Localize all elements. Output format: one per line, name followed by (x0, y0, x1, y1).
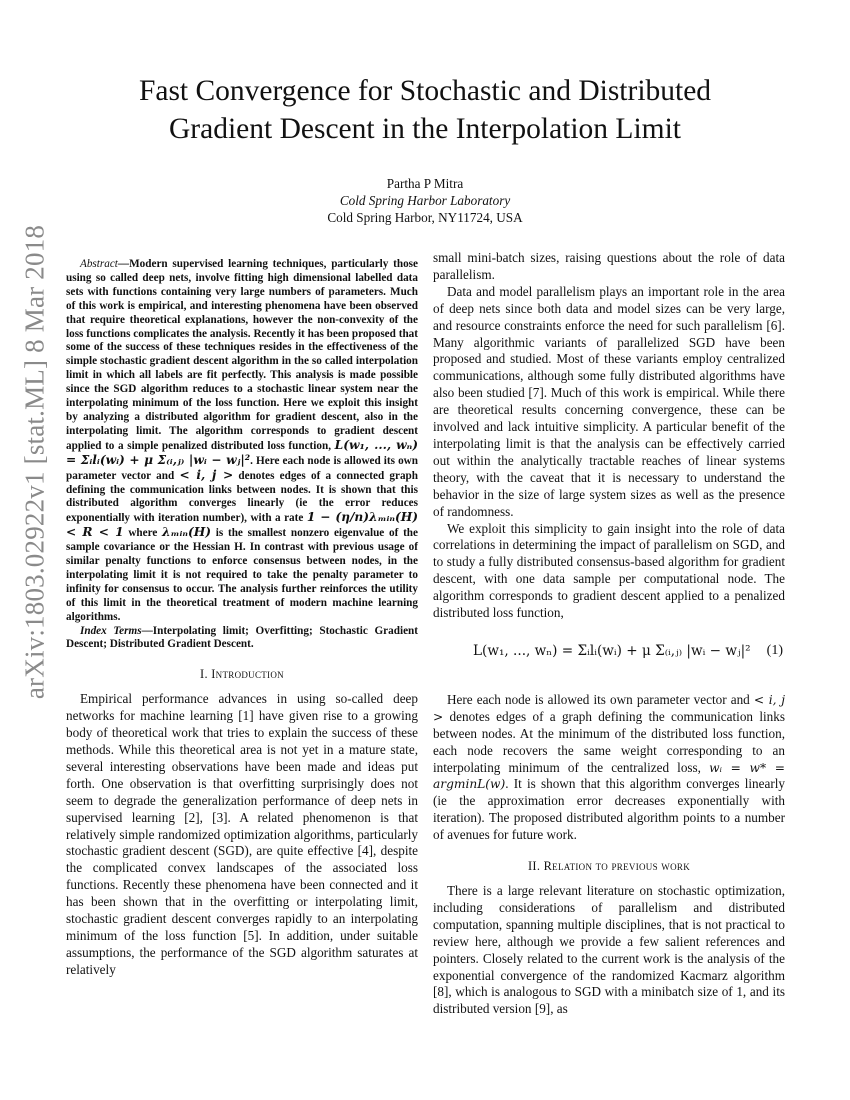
intro-paragraph-3: We exploit this simplicity to gain insight into the role of data correlations in determining the impact of parallelism on SGD, and to study a fully distributed consensus-based algorithm for gradient descent, with one data sample per computational node. The algorithm corresponds to gradient descent applied to a penalized distributed loss function, (433, 520, 785, 621)
equation-1-expression: L(w₁, ..., wₙ) = Σᵢlᵢ(wᵢ) + μ Σ₍ᵢ,ⱼ₎ |wᵢ − wⱼ|² (473, 642, 751, 659)
author-affiliation: Cold Spring Harbor Laboratory (339, 193, 511, 208)
abstract-text-b: . Here each node is allowed its own parameter vector and (66, 454, 418, 482)
equation-1 (433, 635, 785, 679)
arxiv-identifier[interactable]: arXiv:1803.02922v1 [stat.ML] 8 Mar 2018 (19, 224, 50, 700)
right-column (433, 250, 785, 1018)
abstract-text-c: denotes edges of a connected graph defining the communication links between nodes. It is shown that this distributed algorithm converges linearly (ie the error reduces exponentially with iteration number), with a rate (66, 469, 418, 525)
author-address: Cold Spring Harbor, NY11724, USA (327, 210, 523, 225)
intro-p4-text-b: denotes edges of a graph defining the communication links between nodes. At the minimum of the distributed loss function, each node recovers the same weight corresponding to an interpolating minimum of the centralized loss, (433, 708, 785, 775)
abstract-text-a: Modern supervised learning techniques, particularly those using so called deep nets, involve fitting high dimensional labelled data sets with functions containing very large numbers of parameters. Much of this work is empirical, and interesting phenomena have been observed that require theoretical explanations, however the non-convexity of the loss functions complicates the analysis. Recently it has been proposed that some of the success of these techniques resides in the effectiveness of the simple stochastic gradient descent algorithm in the so called interpolation limit in which all labels are fit perfectly. This analysis is made possible since the SGD algorithm reduces to a stochastic linear system near the interpolating minimum of the loss function. Here we exploit this insight by analyzing a distributed algorithm for gradient descent, also in the interpolating limit. The algorithm corresponds to gradient descent applied to a simple penalized distributed loss function, (66, 258, 418, 452)
intro-p4-math-edge: < i, j > (433, 692, 786, 724)
paper-title (70, 72, 780, 148)
intro-paragraph-2: Data and model parallelism plays an important role in the area of deep nets since both data and model sizes can be very large, and resource constraints enforce the need for such parallelism [6]. Many algorithmic variants of parallelized SGD have been proposed and studied. Most of these variants employ centralized communications, although some fully distributed algorithms have also been studied [7]. Much of this work is empirical. While there are theoretical results concerning convergence, these can be involved and lack intuitive simplicity. A particular benefit of the interpolating limit is that the analysis can be effectively carried out within the analytically tractable reaches of linear systems theory, with the caveat that it is necessary to understand the behavior in the size of large system sizes as well as the presence of randomness. (433, 283, 785, 519)
title-line-1: Fast Convergence for Stochastic and Distributed (138, 75, 712, 107)
abstract-math-edge: < i, j > (179, 467, 234, 482)
abstract-text-e: is the smallest nonzero eigenvalue of the sample covariance or the Hessian H. In contrast with previous usage of similar penalty functions to enforce consensus between nodes, in the interpolating limit it is not required to take the penalty parameter to infinity for consensus to occur. The analysis further reinforces the utility of this limit in the theoretical treatment of modern machine learning algorithms. (66, 527, 418, 623)
abstract-label: Abstract (80, 258, 118, 270)
abstract-math-lambda: λₘᵢₙ(H) (162, 525, 212, 540)
index-terms: Index Terms—Interpolating limit; Overfitting; Stochastic Gradient Descent; Distributed Gradient Descent. (66, 624, 418, 651)
abstract-text-d: where (123, 527, 163, 540)
author-block (70, 175, 780, 226)
abstract-math-loss: L(w₁, ..., wₙ) = Σᵢlᵢ(wᵢ) + μ Σ₍ᵢ,ⱼ₎ |wᵢ − wⱼ|² (66, 437, 418, 467)
intro-paragraph-1-continued: small mini-batch sizes, raising questions about the role of data parallelism. (433, 250, 785, 282)
intro-paragraph-1: Empirical performance advances in using so-called deep networks for machine learning [1] have given rise to a growing body of theoretical work that tries to explain the success of these methods. While this theoretical area is not yet in a mature state, several interesting observations have been made and ideas put forth. One observation is that overfitting surprisingly does not seem to degrade the generalization performance of deep nets in supervised learning [2], [3]. A related phenomenon is that relatively simple randomized optimization algorithms, particularly stochastic gradient descent (SGD), are quite effective [4], despite the complicated convex landscapes of the associated loss functions. Recently these phenomena have been connected and it has been shown that in the overfitting or interpolating limit, stochastic gradient descent converges rapidly to an interpolating minimum of the loss function [5]. In addition, under suitable assumptions, the performance of the SGD algorithm saturates at relatively (66, 691, 418, 977)
author-name: Partha P Mitra (386, 176, 464, 191)
intro-p4-math-weight: wᵢ = w* = argminL(w) (433, 760, 785, 792)
index-terms-text: Interpolating limit; Overfitting; Stochastic Gradient Descent; Distributed Gradient Descent. (66, 624, 418, 651)
arxiv-side-stamp (14, 224, 56, 700)
title-line-2: Gradient Descent in the Interpolation Limit (168, 113, 681, 145)
left-column (66, 258, 418, 979)
index-terms-label: Index Terms (80, 624, 142, 637)
abstract-math-rate: 1 − (η/n)λₘᵢₙ(H) < R < 1 (66, 510, 418, 540)
intro-paragraph-4 (433, 692, 785, 844)
intro-p4-text-c: . It is shown that this algorithm converges linearly (ie the approximation error decreases exponentially with iteration). The proposed distributed algorithm points to a number of avenues for future work. (433, 776, 785, 843)
equation-1-number: (1) (766, 642, 783, 658)
related-work-paragraph-1: There is a large relevant literature on stochastic optimization, including considerations of parallelism and distributed computation, spanning multiple disciplines, that is not practical to review here, although we provide a few salient references and pointers. Closely related to the current work is the analysis of the exponential convergence of the randomized Kacmarz algorithm [8], which is analogous to SGD with a minibatch size of 1, and its distributed version [9], as (433, 883, 785, 1017)
section-heading-introduction: I. Introduction (200, 667, 284, 682)
section-heading-related-work: II. Relation to previous work (527, 859, 691, 874)
abstract: Abstract—Modern supervised learning techniques, particularly those using so called deep nets, involve fitting high dimensional labelled data sets with functions containing very large numbers of parameters. Much of this work is empirical, and interesting phenomena have been observed that require theoretical explanations, however the non-convexity of the loss functions complicates the analysis. Recently it has been proposed that some of the success of these techniques resides in the effectiveness of the simple stochastic gradient descent algorithm in the so called interpolation limit in which all labels are fit perfectly. This analysis is made possible since the SGD algorithm reduces to a stochastic linear system near the interpolating minimum of the loss function. Here we exploit this insight by analyzing a distributed algorithm for gradient descent, also in the interpolating limit. The algorithm corresponds to gradient descent applied to a simple penalized distributed loss function, L(w₁, ..., wₙ) = Σᵢlᵢ(wᵢ) + μ Σ₍ᵢ,ⱼ₎ |wᵢ − wⱼ|². Here each node is allowed its own parameter vector and < i, j > denotes edges of a connected graph defining the communication links between nodes. It is shown that this distributed algorithm converges linearly (ie the error reduces exponentially with iteration number), with a rate 1 − (η/n)λₘᵢₙ(H) < R < 1 where λₘᵢₙ(H) is the smallest nonzero eigenvalue of the sample covariance or the Hessian H. In contrast with previous usage of similar penalty functions to enforce consensus between nodes, in the interpolating limit it is not required to take the penalty parameter to infinity for consensus to occur. The analysis further reinforces the utility of this limit in the theoretical treatment of modern machine learning algorithms. (66, 258, 418, 623)
intro-p4-text-a: Here each node is allowed its own parameter vector and (447, 691, 754, 707)
